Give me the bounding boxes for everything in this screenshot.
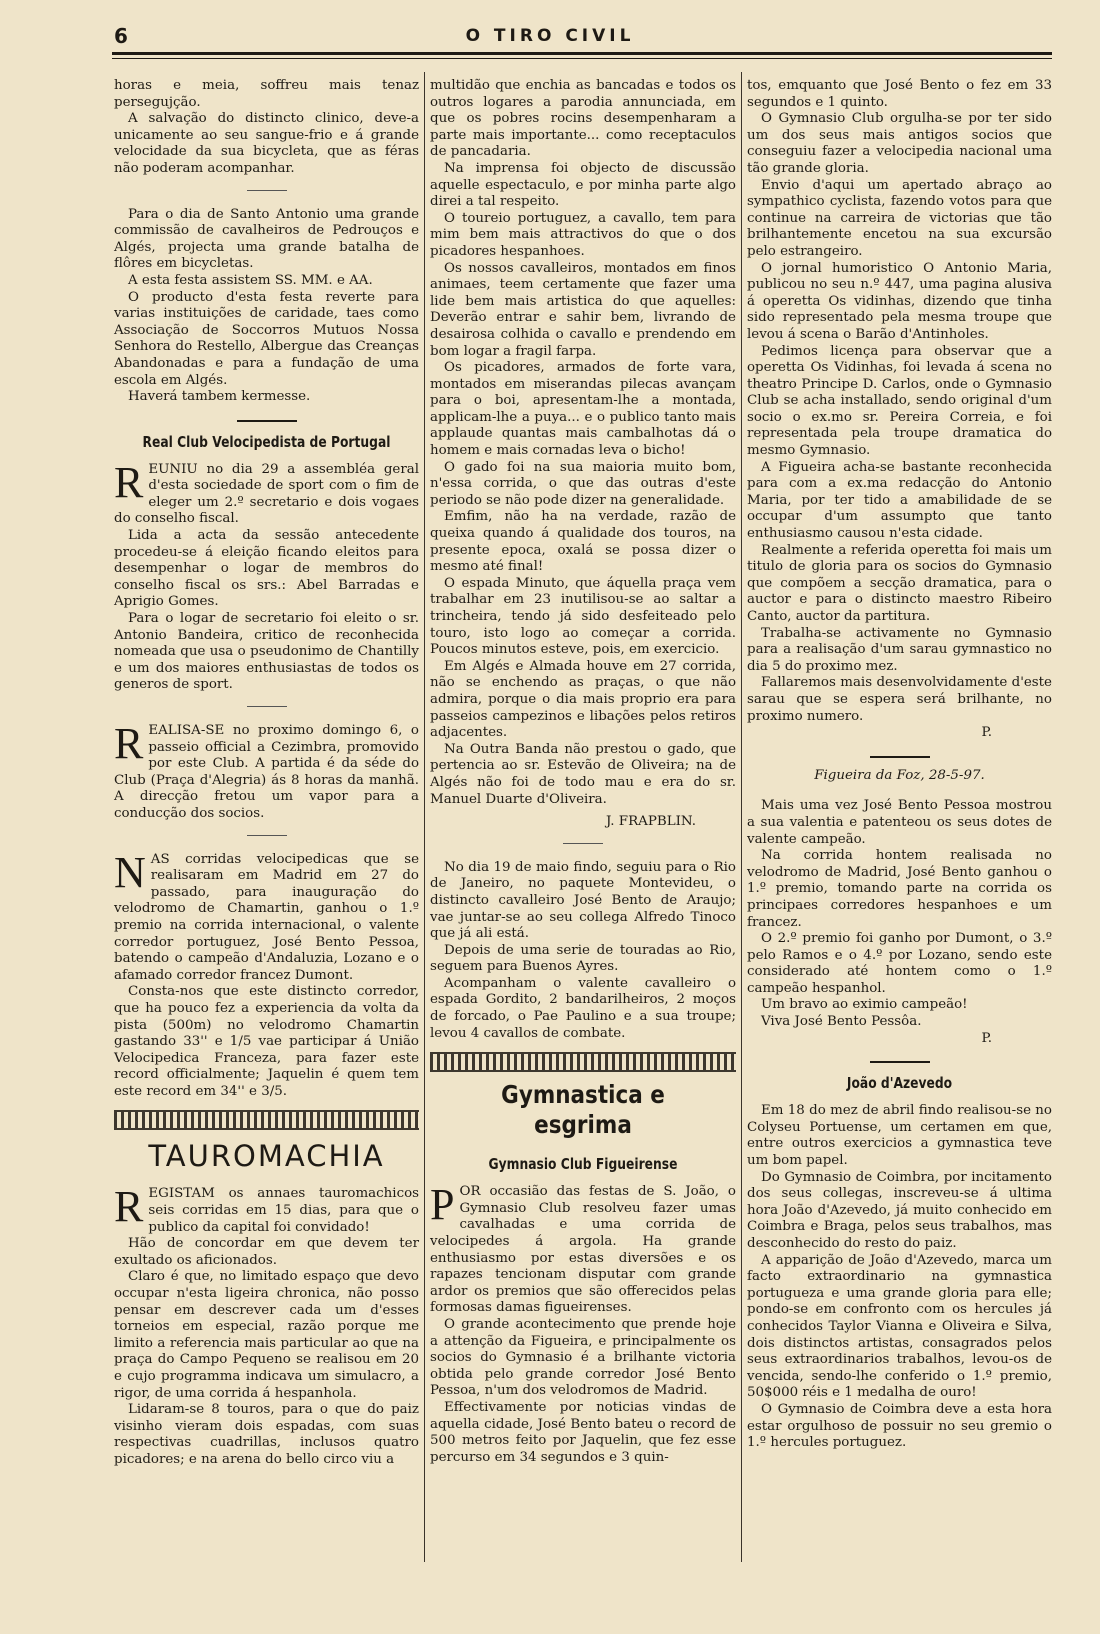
paragraph: Fallaremos mais desenvolvidamente d'este sarau que se espera será brilhante, no proximo numero. bbox=[747, 675, 1052, 724]
paragraph: A esta festa assistem SS. MM. e AA. bbox=[128, 272, 373, 288]
paragraph: O gado foi na sua maioria muito bom, n'essa corrida, o que das outras d'este periodo se não pode dizer na generalidade. bbox=[430, 459, 736, 508]
paragraph: Em 18 do mez de abril findo realisou-se no Colyseu Portuense, um certamen em que, entre outros exercicios a gymnastica teve um bom papel. bbox=[747, 1103, 1052, 1169]
paragraph: Emfim, não ha na verdade, razão de queixa quando á qualidade dos touros, na presente epoca, oxalá se possa dizer o mesmo até final! bbox=[430, 509, 736, 575]
paragraph: O espada Minuto, que áquella praça vem trabalhar em 23 inutilisou-se ao saltar a trincheira, tendo já sido desfeiteado pelo touro, isto logo ao começar a corrida. Poucos minutos esteve, pois, em exercicio. bbox=[430, 575, 736, 658]
paragraph: A apparição de João d'Azevedo, marca um facto extraordinario na gymnastica portugueza e uma grande gloria para elle; pondo-se em confronto com os hercules já conhecidos Taylor Vianna e Oliveira e Silva, dois distinctos artistas, consagrados pelos seus extraordinarios trabalhos, levou-os de vencida, sendo-lhe conferido o 1.º premio, 50$000 réis e 1 medalha de ouro! bbox=[747, 1252, 1052, 1401]
paragraph: Haverá tambem kermesse. bbox=[128, 389, 311, 405]
ornamental-border bbox=[114, 1110, 419, 1130]
author-signature: P. bbox=[981, 1030, 992, 1046]
paragraph: Envio d'aqui um apertado abraço ao sympathico cyclista, fazendo votos para que continue na carreira de victorias que tão brilhantemente encetou na sua excursão pelo estrangeiro. bbox=[747, 177, 1052, 259]
paragraph bbox=[114, 719, 419, 823]
paragraph: Lidaram-se 8 touros, para o que do paiz visinho vieram dois espadas, com suas respectivas cuadrillas, inclusos quatro picadores; e na arena do bello circo viu a bbox=[114, 1402, 419, 1467]
paragraph: O toureio portuguez, a cavallo, tem para mim bem mais attractivos do que o dos picadores hespanhoes. bbox=[430, 210, 736, 259]
paragraph-text: no proximo domingo 6, o passeio official a Cezimbra, promovido por este Club. A partida é da séde do Club (Praça d'Alegria) ás 8 horas da manhã. A direcção fretou um vapor para a conducção dos socios. bbox=[114, 723, 419, 821]
header-rule-thin bbox=[112, 58, 1052, 59]
paragraph: Mais uma vez José Bento Pessoa mostrou a sua valentia e patenteou os seus dotes de valente campeão. bbox=[747, 798, 1052, 847]
lead-word: OR bbox=[459, 1184, 481, 1200]
page-number: 6 bbox=[114, 24, 128, 48]
paragraph-text: occasião das festas de S. João, o Gymnasio Club resolveu fazer umas cavalhadas e uma corrida de velocipedes á argola. Ha grande enthusiasmo por estas diversões e os rapazes tencionam disputar com grande ardor os premios que são offerecidos pelas formosas damas figueirenses. bbox=[430, 1184, 736, 1316]
header-rule bbox=[112, 52, 1052, 55]
column-divider bbox=[741, 72, 742, 1562]
section-heading: Gymnasio Club Figueirense bbox=[488, 1155, 678, 1174]
paragraph: Em Algés e Almada houve em 27 corrida, não se enchendo as praças, o que não admira, porque o dia mais proprio era para passeios campezinos e libações pelos retiros adjacentes. bbox=[430, 658, 736, 741]
paragraph: Realmente a referida operetta foi mais um titulo de gloria para os socios do Gymnasio que compõem a secção dramatica, para o auctor e para o distincto maestro Ribeiro Canto, auctor da partitura. bbox=[747, 542, 1052, 624]
paragraph: Um bravo ao eximio campeão! bbox=[761, 997, 968, 1013]
author-signature: J. FRAPBLIN. bbox=[605, 814, 696, 830]
paragraph-text: no dia 29 a assembléa geral d'esta sociedade de sport com o fim de eleger um 2.º secretario e dois vogaes do conselho fiscal. bbox=[114, 461, 419, 527]
drop-cap: R bbox=[114, 457, 144, 507]
ornamental-border bbox=[430, 1052, 736, 1072]
paragraph: Na Outra Banda não prestou o gado, que pertencia ao sr. Estevão de Oliveira; na de Algés não foi de todo mau e era do sr. Manuel Duarte d'Oliveira. bbox=[430, 741, 736, 807]
section-heading: Real Club Velocipedista de Portugal bbox=[142, 432, 391, 451]
separator bbox=[563, 843, 603, 844]
paragraph: multidão que enchia as bancadas e todos os outros logares a parodia annunciada, em que os pobres rocins desempenharam a parte mais importante... como receptaculos de pancadaria. bbox=[430, 78, 736, 160]
paragraph: No dia 19 de maio findo, seguiu para o Rio de Janeiro, no paquete Montevideu, o distincto cavalleiro José Bento de Araujo; vae juntar-se ao seu collega Alfredo Tinoco que já ali está. bbox=[430, 859, 736, 942]
paragraph bbox=[430, 1180, 736, 1317]
paragraph bbox=[114, 847, 419, 985]
paragraph: Depois de uma serie de touradas ao Rio, seguem para Buenos Ayres. bbox=[430, 942, 736, 975]
paragraph: O Gymnasio de Coimbra deve a esta hora estar orgulhoso de possuir no seu gremio o 1.º hercules portuguez. bbox=[747, 1401, 1052, 1451]
paragraph: O grande acontecimento que prende hoje a attenção da Figueira, e principalmente os socios do Gymnasio é a brilhante victoria obtida pelo grande corredor José Bento Pessoa, n'um dos velodromos de Madrid. bbox=[430, 1317, 736, 1399]
paragraph-text: corridas velocipedicas que se realisaram em Madrid em 27 do passado, para inauguração do velodromo de Chamartin, ganhou o 1.º premio na corrida internacional, o valente corredor portuguez, José Bento Pessoa, batendo o campeão d'Andaluzia, Lozano e o afamado corredor francez Dumont. bbox=[114, 851, 419, 983]
paragraph: Na imprensa foi objecto de discussão aquelle espectaculo, e por minha parte algo direi a tal respeito. bbox=[430, 160, 736, 210]
paragraph bbox=[114, 1182, 419, 1236]
paragraph: O Gymnasio Club orgulha-se por ter sido um dos seus mais antigos socios que conseguiu fazer a velocipedia nacional uma tão grande gloria. bbox=[747, 111, 1052, 176]
paragraph-text: os annaes tauromachicos seis corridas em 15 dias, para que o publico da capital foi convidado! bbox=[148, 1186, 419, 1235]
dateline: Figueira da Foz, 28-5-97. bbox=[814, 767, 985, 783]
drop-cap: P bbox=[430, 1180, 455, 1230]
lead-word: EALISA-SE bbox=[148, 723, 225, 738]
paragraph: Pedimos licença para observar que a operetta Os Vidinhas, foi levada á scena no theatro Principe D. Carlos, onde o Gymnasio Club se acha installado, sendo original d'um socio o ex.mo sr. Pereira Correia, e foi representada pela troupe dramatica do mesmo Gymnasio. bbox=[747, 343, 1052, 459]
separator bbox=[870, 756, 930, 758]
paragraph: Do Gymnasio de Coimbra, por incitamento dos seus collegas, inscreveu-se á ultima hora João d'Azevedo, já muito conhecido em Coimbra e Braga, pelos seus trabalhos, mas desconhecido do resto do paiz. bbox=[747, 1169, 1052, 1251]
paragraph: horas e meia, soffreu mais tenaz persegujção. bbox=[114, 78, 419, 110]
section-heading-large: TAUROMACHIA bbox=[148, 1139, 385, 1174]
paragraph: Viva José Bento Pessôa. bbox=[761, 1014, 922, 1030]
paragraph: Hão de concordar em que devem ter exultado os aficionados. bbox=[114, 1236, 419, 1268]
lead-word: AS bbox=[150, 851, 170, 867]
paragraph: A salvação do distincto clinico, deve-a unicamente ao seu sangue-frio e á grande velocidade da sua bicycleta, que as féras não poderam acompanhar. bbox=[114, 111, 419, 176]
lead-word: EUNIU bbox=[148, 461, 198, 477]
paragraph: O jornal humoristico O Antonio Maria, publicou no seu n.º 447, uma pagina alusiva á operetta Os vidinhas, dizendo que tinha sido representado pela mesma troupe que levou á scena o Barão d'Antinholes. bbox=[747, 260, 1052, 342]
drop-cap: R bbox=[114, 1182, 144, 1232]
separator bbox=[247, 190, 287, 191]
drop-cap: N bbox=[114, 847, 146, 897]
column-2 bbox=[430, 78, 736, 1466]
author-signature: P. bbox=[981, 725, 992, 741]
paragraph: Os nossos cavalleiros, montados em finos animaes, teem certamente que fazer uma lide bem mais artistica do que aquelles: Deverão entrar e sahir bem, livrando de desairosa colhida o cavallo e prendendo em bom logar a fragil farpa. bbox=[430, 260, 736, 359]
paragraph: tos, emquanto que José Bento o fez em 33 segundos e 1 quinto. bbox=[747, 78, 1052, 110]
section-heading-large: Gymnastica e esgrima bbox=[501, 1080, 665, 1140]
separator bbox=[247, 835, 287, 836]
column-1 bbox=[114, 78, 419, 1469]
paragraph: A Figueira acha-se bastante reconhecida para com a ex.ma redacção do Antonio Maria, por ter tido a amabilidade de se occupar d'um assumpto que tanto enthusiasmo causou n'esta cidade. bbox=[747, 459, 1052, 542]
column-divider bbox=[424, 72, 425, 1562]
paragraph bbox=[114, 457, 419, 528]
paragraph: O 2.º premio foi ganho por Dumont, o 3.º pelo Ramos e o 4.º por Lozano, sendo este considerado até hontem como o 1.º campeão hespanhol. bbox=[747, 931, 1052, 996]
paragraph: O producto d'esta festa reverte para varias instituições de caridade, taes como Associação de Soccorros Mutuos Nossa Senhora do Restello, Albergue das Creanças Abandonadas e para a fundação de uma escola em Algés. bbox=[114, 289, 419, 388]
journal-title: O TIRO CIVIL bbox=[465, 26, 635, 46]
paragraph: Claro é que, no limitado espaço que devo occupar n'esta ligeira chronica, não posso pensar em descrever cada um d'esses torneios em especial, razão porque me limito a referencia mais particular ao que na praça do Campo Pequeno se realisou em 20 e cujo programma indicava um simulacro, a rigor, de uma corrida á hespanhola. bbox=[114, 1269, 419, 1401]
paragraph: Trabalha-se activamente no Gymnasio para a realisação d'um sarau gymnastico no dia 5 do proximo mez. bbox=[747, 625, 1052, 674]
paragraph: Para o dia de Santo Antonio uma grande commissão de cavalheiros de Pedrouços e Algés, projecta uma grande batalha de flôres em bicycletas. bbox=[114, 206, 419, 272]
column-3 bbox=[747, 78, 1052, 1452]
drop-cap: R bbox=[114, 719, 144, 768]
paragraph: Os picadores, armados de forte vara, montados em miserandas pilecas avançam para o boi, apresentam-lhe a montada, applicam-lhe a puya... e o publico tanto mais applaude quantas mais cambalhotas dá o homem e mais cornadas leva o bicho! bbox=[430, 360, 736, 459]
paragraph: Na corrida hontem realisada no velodromo de Madrid, José Bento ganhou o 1.º premio, tomando parte na corrida os principaes corredores hespanhoes e um francez. bbox=[747, 848, 1052, 930]
separator bbox=[247, 706, 287, 707]
paragraph: Para o logar de secretario foi eleito o sr. Antonio Bandeira, critico de reconhecida nomeada que usa o pseudonimo de Chantilly e um dos maiores enthusiastas de todos os generos de sport. bbox=[114, 611, 419, 693]
section-heading: João d'Azevedo bbox=[846, 1074, 953, 1093]
paragraph: Consta-nos que este distincto corredor, que ha pouco fez a experiencia da volta da pista (500m) no velodromo Chamartin gastando 33'' e 1/5 vae participar á União Velocipedica Franceza, para fazer este record officialmente; Jaquelin é quem tem este record em 34'' e 3/5. bbox=[114, 984, 419, 1099]
separator bbox=[870, 1061, 930, 1063]
separator bbox=[237, 420, 297, 422]
paragraph: Lida a acta da sessão antecedente procedeu-se á eleição ficando eleitos para desempenhar o logar de membros do conselho fiscal os srs.: Abel Barradas e Aprigio Gomes. bbox=[114, 528, 419, 610]
paragraph: Acompanham o valente cavalleiro o espada Gordito, 2 bandarilheiros, 2 moços de forcado, o Pae Paulino e a sua troupe; levou 4 cavallos de combate. bbox=[430, 975, 736, 1041]
lead-word: EGISTAM bbox=[148, 1186, 215, 1202]
paragraph: Effectivamente por noticias vindas de aquella cidade, José Bento bateu o record de 500 metros feito por Jaquelin, que fez esse percurso em 34 segundos e 3 quin- bbox=[430, 1399, 736, 1465]
